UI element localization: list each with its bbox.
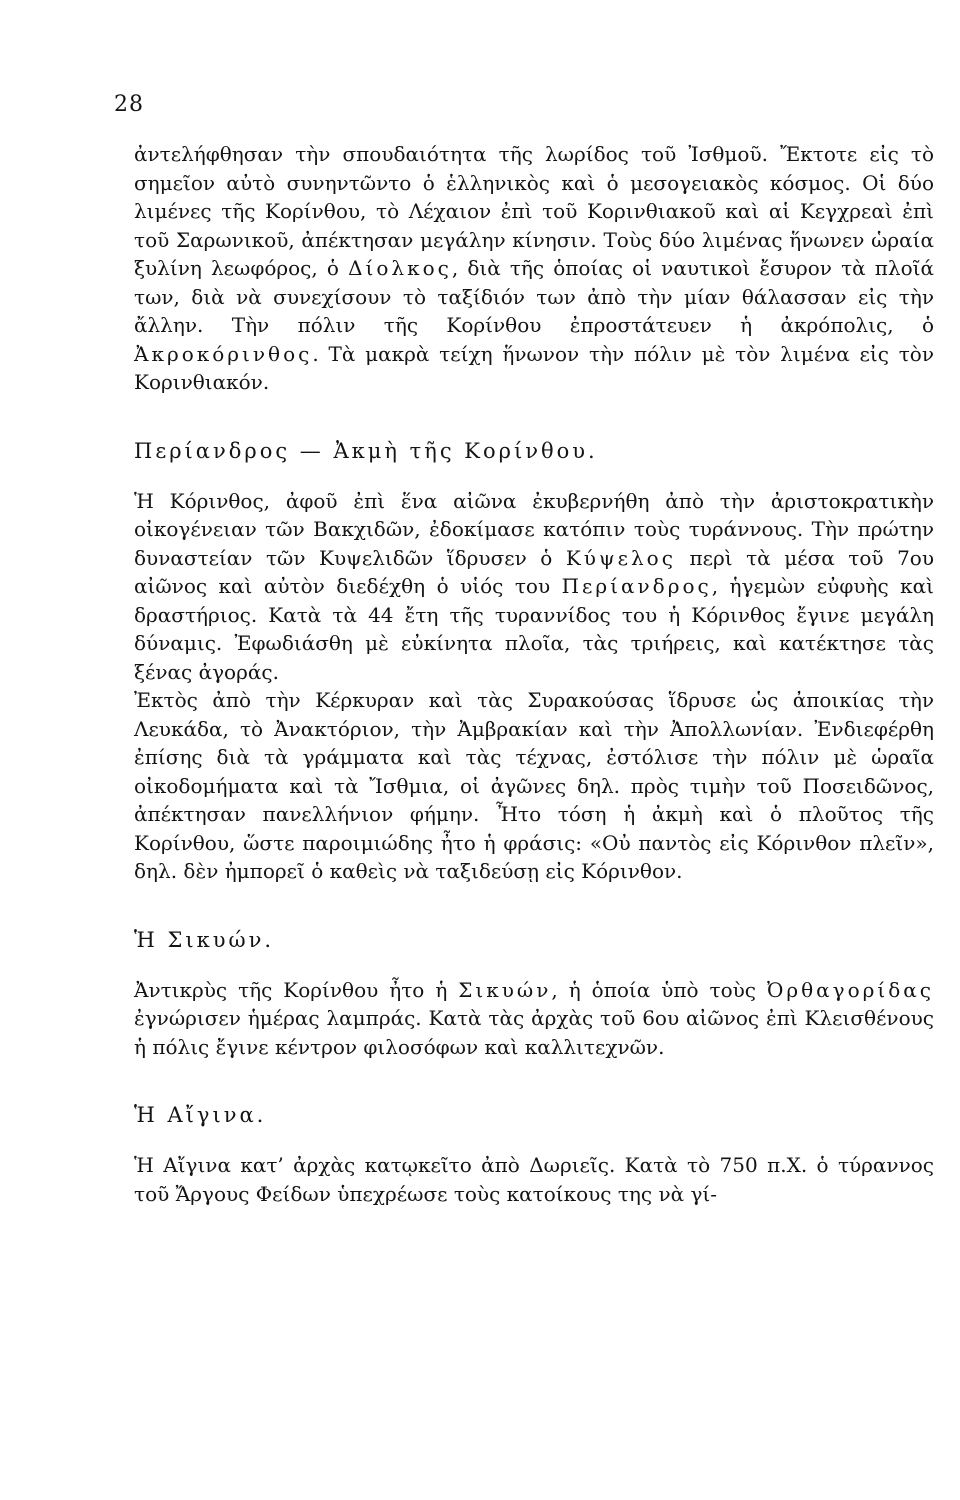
term-kypselos: Κύψελος — [565, 545, 676, 570]
intro-text-2: , διὰ τῆς ὁποίας οἱ ναυτικοὶ ἔσυρον τὰ πλοῖά των, διὰ νὰ συνεχίσουν τὸ ταξίδιόν των ἀπὸ τὴν μίαν θάλασσαν εἰς τὴν ἄλλην. Τὴν πόλιν τῆς Κορίνθου ἐπροστάτευεν ἡ ἀκρόπολις, ὁ — [134, 256, 934, 337]
intro-text-3: . Τὰ μακρὰ τείχη ἥνωνον τὴν πόλιν μὲ τὸν λιμένα εἰς τὸν Κορινθιακόν. — [134, 341, 934, 394]
sikyon-text-a: Ἀντικρὺς τῆς Κορίνθου ἦτο ἡ — [134, 977, 459, 1002]
section-heading-periandros: Περίανδρος — Ἀκμὴ τῆς Κορίνθου. — [134, 438, 598, 463]
periandros-paragraph-2: Ἐκτὸς ἀπὸ τὴν Κέρκυραν καὶ τὰς Συρακούσας ἵδρυσε ὡς ἀποικίας τὴν Λευκάδα, τὸ Ἀνακτόριον, τὴν Ἀμβρακίαν καὶ τὴν Ἀπολλωνίαν. Ἐνδιεφέρθη ἐπίσης διὰ τὰ γράμματα καὶ τὰς τέχνας, ἐστόλισε τὴν πόλιν μὲ ὡραῖα οἰκοδομήματα καὶ τὰ Ἴσθμια, οἱ ἀγῶνες δηλ. πρὸς τιμὴν τοῦ Ποσειδῶνος, ἀπέκτησαν πανελλήνιον φήμην. Ἦτο τόση ἡ ἀκμὴ καὶ ὁ πλοῦτος τῆς Κορίνθου, ὥστε παροιμιώδης ἦτο ἡ φράσις: «Οὐ παντὸς εἰς Κόρινθον πλεῖν», δηλ. δὲν ἠμπορεῖ ὁ καθεὶς νὰ ταξιδεύσῃ εἰς Κόρινθον. — [134, 688, 934, 883]
sikyon-paragraph — [134, 976, 934, 1062]
sikyon-text-b: , ἡ ὁποία ὑπὸ τοὺς — [551, 977, 767, 1002]
aigina-paragraph: Ἡ Αἴγινα κατ’ ἀρχὰς κατῳκεῖτο ἀπὸ Δωριεῖς. Κατὰ τὸ 750 π.Χ. ὁ τύραννος τοῦ Ἄργους Φείδων ὑπεχρέωσε τοὺς κατοίκους της νὰ γί- — [134, 1153, 934, 1206]
section-heading-aigina: Ἡ Αἴγινα. — [134, 1103, 267, 1127]
page-body — [134, 140, 934, 1208]
term-sikyon: Σικυών — [458, 977, 552, 1002]
section-heading-sikyon: Ἡ Σικυών. — [134, 927, 275, 952]
periandros-text-a: Ἡ Κόρινθος, ἀφοῦ ἐπὶ ἕνα αἰῶνα ἐκυβερνήθη ἀπὸ τὴν ἀριστοκρατικὴν οἰκογένειαν τῶν Βακχιδῶν, ἐδοκίμασε κατόπιν τοὺς τυράννους. Τὴν πρώτην δυναστείαν τῶν Κυψελιδῶν ἵδρυσεν ὁ — [134, 488, 934, 570]
page-number: 28 — [114, 92, 144, 117]
periandros-paragraph-1 — [134, 487, 934, 687]
intro-paragraph — [134, 140, 934, 397]
term-diolkos: Δίολκος — [348, 256, 452, 280]
term-orthagorides: Ὀρθαγορίδας — [766, 977, 934, 1002]
sikyon-text-c: ἐγνώρισεν ἡμέρας λαμπράς. Κατὰ τὰς ἀρχὰς τοῦ 6ου αἰῶνος ἐπὶ Κλεισθένους ἡ πόλις ἔγινε κέντρον φιλοσόφων καὶ καλλιτεχνῶν. — [134, 1006, 934, 1059]
term-periandros: Περίανδρος — [561, 574, 712, 598]
intro-text-1: ἀντελήφθησαν τὴν σπουδαιότητα τῆς λωρίδος τοῦ Ἰσθμοῦ. Ἔκτοτε εἰς τὸ σημεῖον αὐτὸ συνηντῶντο ὁ ἑλληνικὸς καὶ ὁ μεσογειακὸς κόσμος. Οἱ δύο λιμένες τῆς Κορίνθου, τὸ Λέχαιον ἐπὶ τοῦ Κορινθιακοῦ καὶ αἱ Κεγχρεαὶ ἐπὶ τοῦ Σαρωνικοῦ, ἀπέκτησαν μεγάλην κίνησιν. Τοὺς δύο λιμένας ἥνωνεν ὡραία ξυλίνη λεωφόρος, ὁ — [134, 142, 934, 280]
term-akrokorinthos: Ἀκροκόρινθος — [134, 341, 313, 366]
periandros-text-c: , ἡγεμὼν εὐφυὴς καὶ δραστήριος. Κατὰ τὰ 44 ἔτη τῆς τυραννίδος του ἡ Κόρινθος ἔγινε μεγάλη δύναμις. Ἐφωδιάσθη μὲ εὐκίνητα πλοῖα, τὰς τριήρεις, καὶ κατέκτησε τὰς ξένας ἀγοράς. — [134, 574, 935, 684]
periandros-text-b: περὶ τὰ μέσα τοῦ 7ου αἰῶνος καὶ αὐτὸν διεδέχθη ὁ υἱός του — [134, 545, 934, 598]
